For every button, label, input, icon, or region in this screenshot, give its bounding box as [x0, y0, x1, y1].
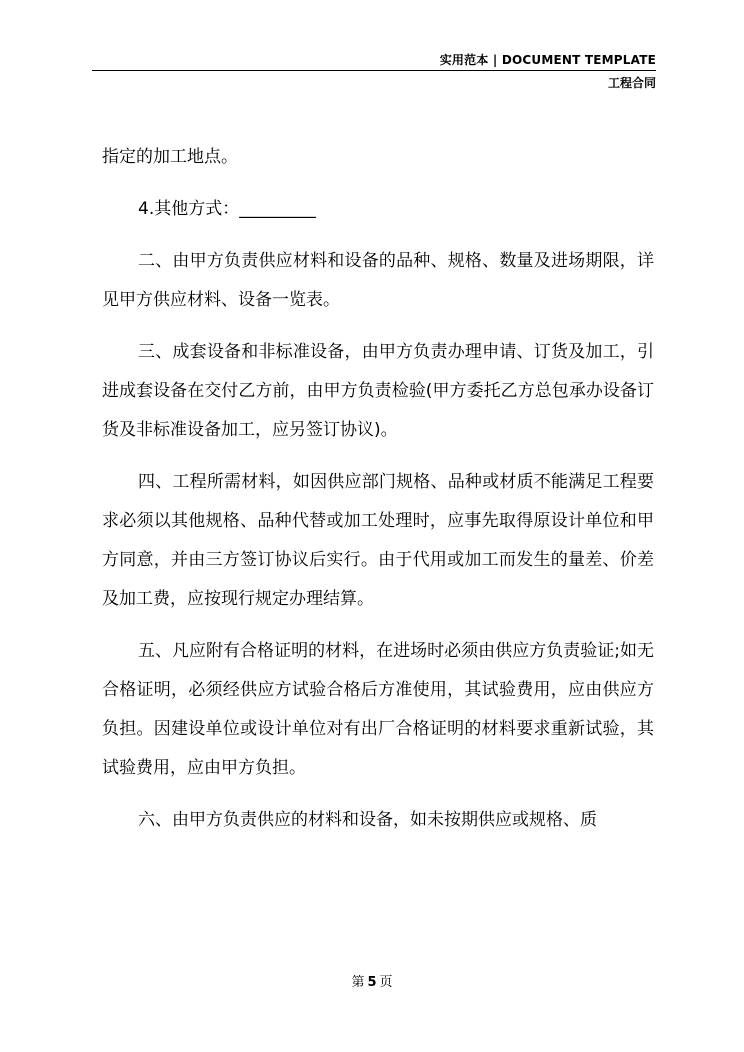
paragraph-3: 二、由甲方负责供应材料和设备的品种、规格、数量及进场期限，详见甲方供应材料、设备一览表。 [102, 251, 654, 310]
footer-suffix: 页 [379, 975, 393, 990]
header-divider [92, 70, 656, 71]
paragraph-2: 4.其他方式：_________ [138, 199, 316, 219]
page-header [92, 52, 656, 91]
page-number: 5 [367, 975, 377, 990]
document-body [102, 138, 654, 840]
paragraph-1: 指定的加工地点。 [102, 147, 238, 167]
page-footer [0, 974, 744, 992]
paragraph-4: 三、成套设备和非标准设备，由甲方负责办理申请、订货及加工，引进成套设备在交付乙方前，由甲方负责检验(甲方委托乙方总包承办设备订货及非标准设备加工，应另签订协议)。 [102, 342, 654, 440]
paragraph-6: 五、凡应附有合格证明的材料，在进场时必须由供应方负责验证;如无合格证明，必须经供应方试验合格后方准使用，其试验费用，应由供应方负担。因建设单位或设计单位对有出厂合格证明的材料要求重新试验，其试验费用，应由甲方负担。 [102, 641, 654, 778]
header-title: 实用范本 | DOCUMENT TEMPLATE [439, 53, 656, 67]
paragraph-7: 六、由甲方负责供应的材料和设备，如未按期供应或规格、质 [138, 810, 597, 830]
footer-prefix: 第 [351, 975, 365, 990]
paragraph-5: 四、工程所需材料，如因供应部门规格、品种或材质不能满足工程要求必须以其他规格、品种代替或加工处理时，应事先取得原设计单位和甲方同意，并由三方签订协议后实行。由于代用或加工而发生的量差、价差及加工费，应按现行规定办理结算。 [102, 472, 654, 609]
header-subtitle: 工程合同 [607, 76, 656, 90]
